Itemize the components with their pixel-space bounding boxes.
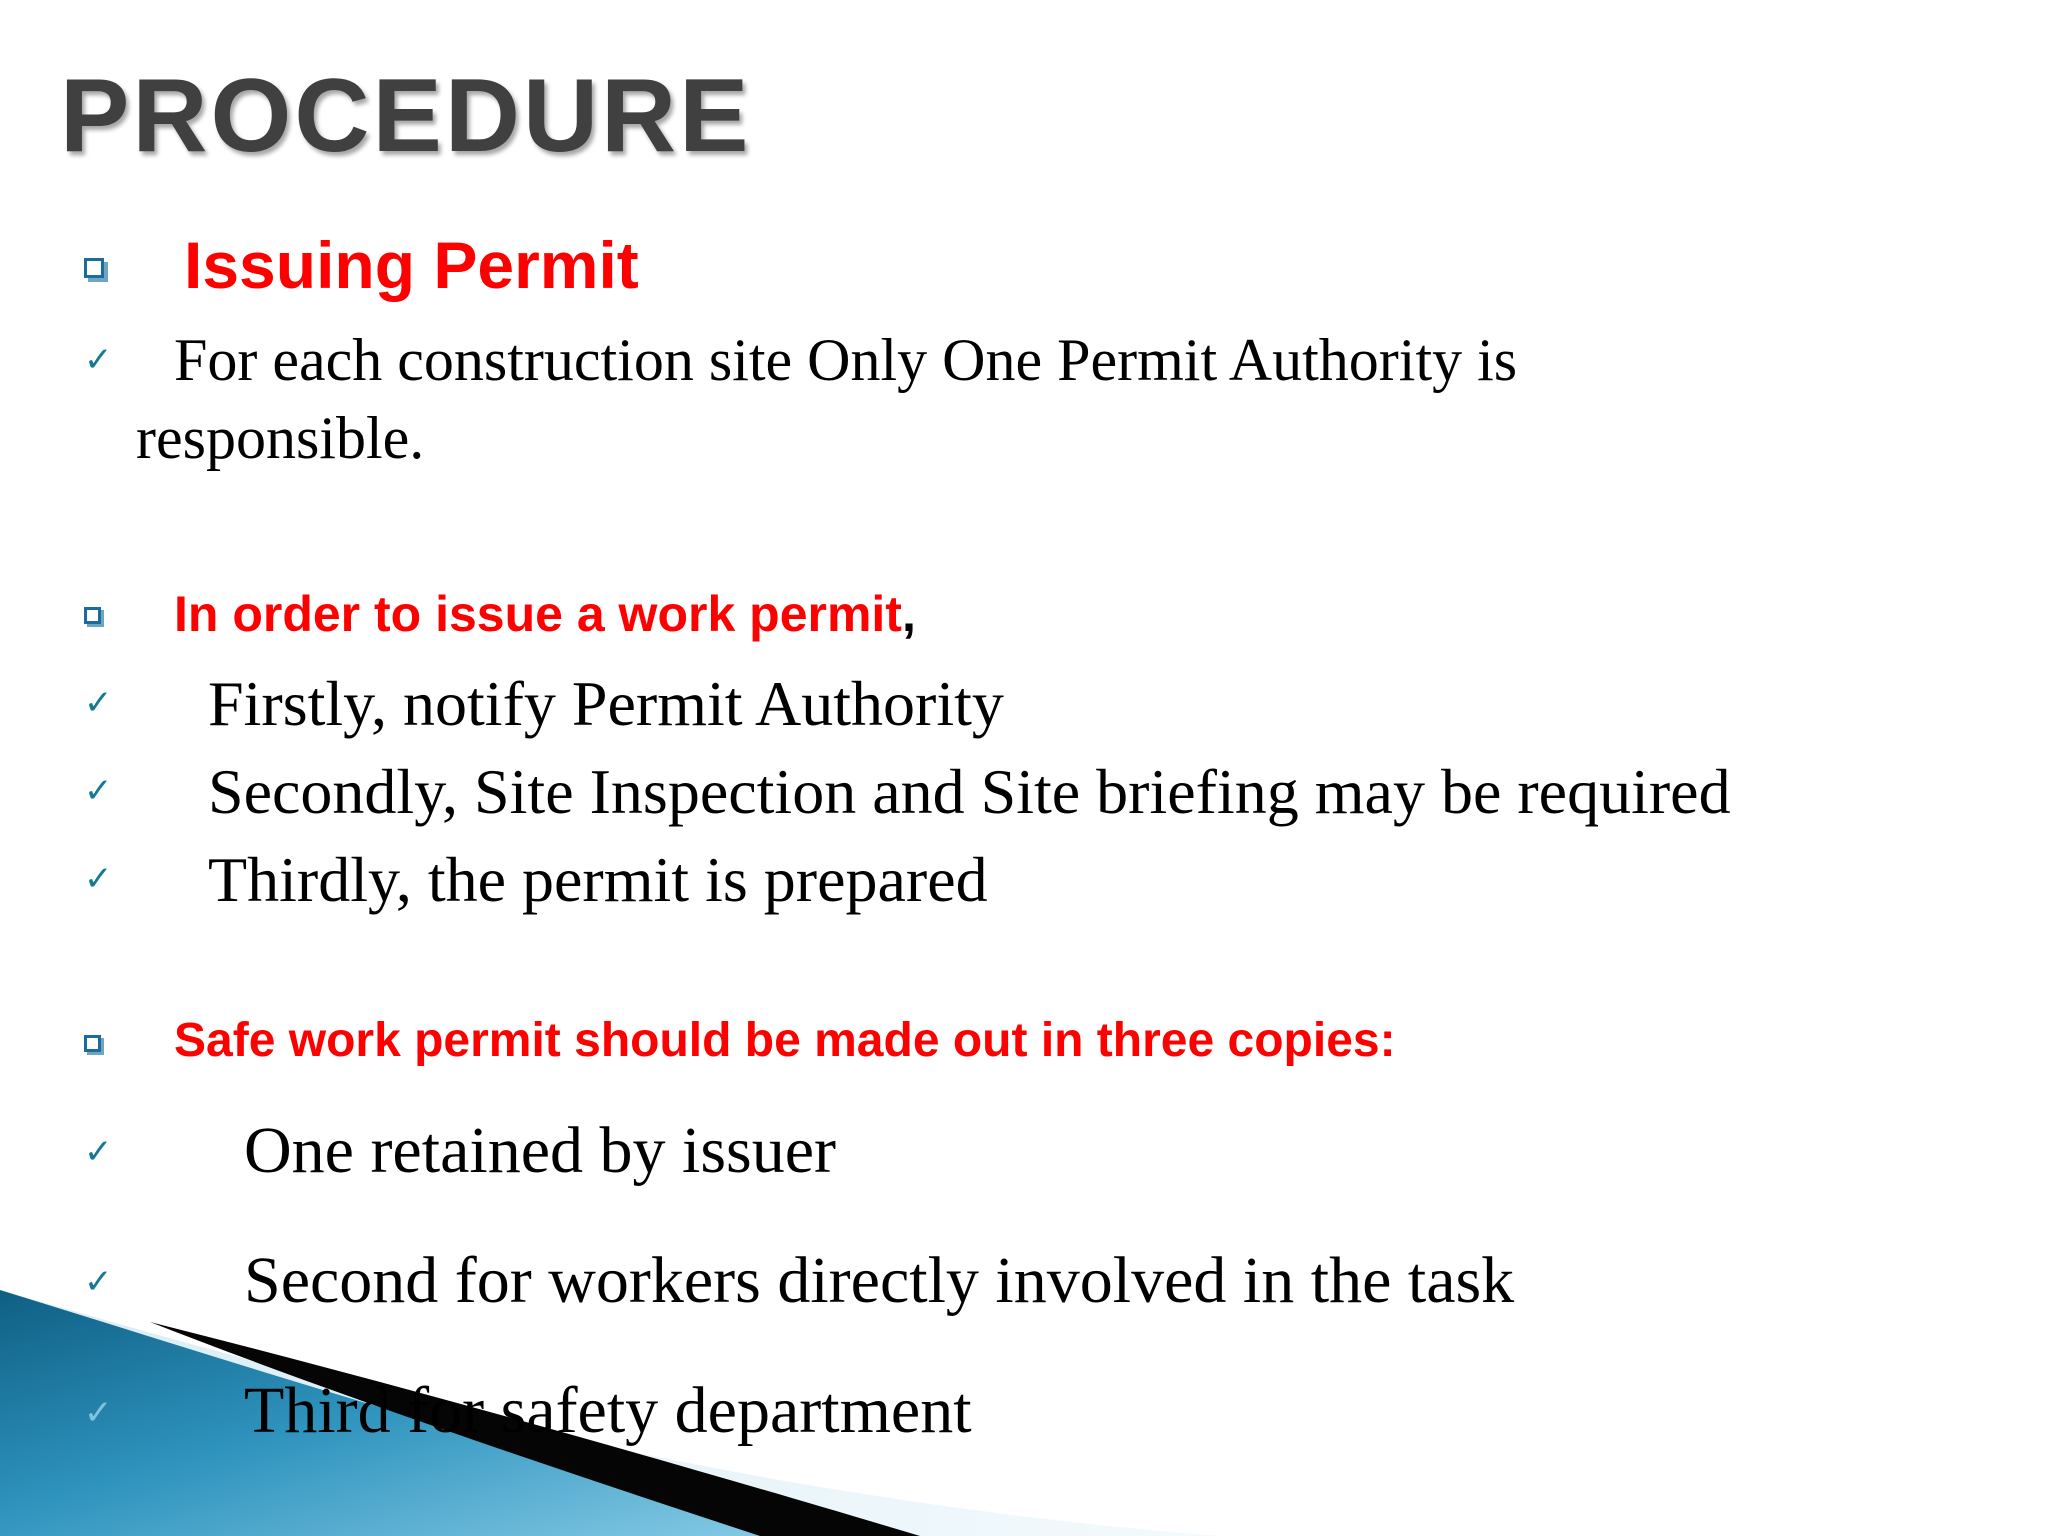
square-bullet-icon bbox=[84, 1035, 101, 1052]
item-text: For each construction site Only One Permit Authority is bbox=[174, 327, 1518, 393]
checkmark-icon: ✓ bbox=[84, 771, 113, 811]
page-title: PROCEDURE bbox=[60, 58, 752, 174]
checkmark-icon: ✓ bbox=[84, 1262, 113, 1302]
section-heading-issuing-permit: Issuing Permit bbox=[184, 228, 639, 302]
heading-text: In order to issue a work permit bbox=[174, 586, 902, 642]
square-bullet-icon bbox=[84, 607, 101, 624]
section-heading-three-copies: Safe work permit should be made out in three copies: bbox=[174, 1014, 1396, 1067]
checkmark-icon: ✓ bbox=[84, 1132, 113, 1172]
item-text: Secondly, Site Inspection and Site briefing may be required bbox=[208, 756, 1731, 827]
item-text: Firstly, notify Permit Authority bbox=[208, 668, 1004, 739]
checkmark-icon: ✓ bbox=[84, 340, 113, 380]
checkmark-icon: ✓ bbox=[84, 859, 113, 899]
section-heading-issue-work-permit bbox=[174, 586, 916, 642]
item-text: Thirdly, the permit is prepared bbox=[208, 844, 988, 915]
item-text: Third for safety department bbox=[244, 1374, 972, 1447]
checkmark-icon: ✓ bbox=[84, 1393, 113, 1433]
item-text: One retained by issuer bbox=[244, 1114, 836, 1187]
square-bullet-icon bbox=[84, 258, 104, 278]
heading-comma: , bbox=[901, 586, 916, 642]
checkmark-icon: ✓ bbox=[84, 683, 113, 723]
item-text-continuation: responsible. bbox=[136, 405, 425, 471]
item-text: Second for workers directly involved in the task bbox=[244, 1244, 1515, 1317]
